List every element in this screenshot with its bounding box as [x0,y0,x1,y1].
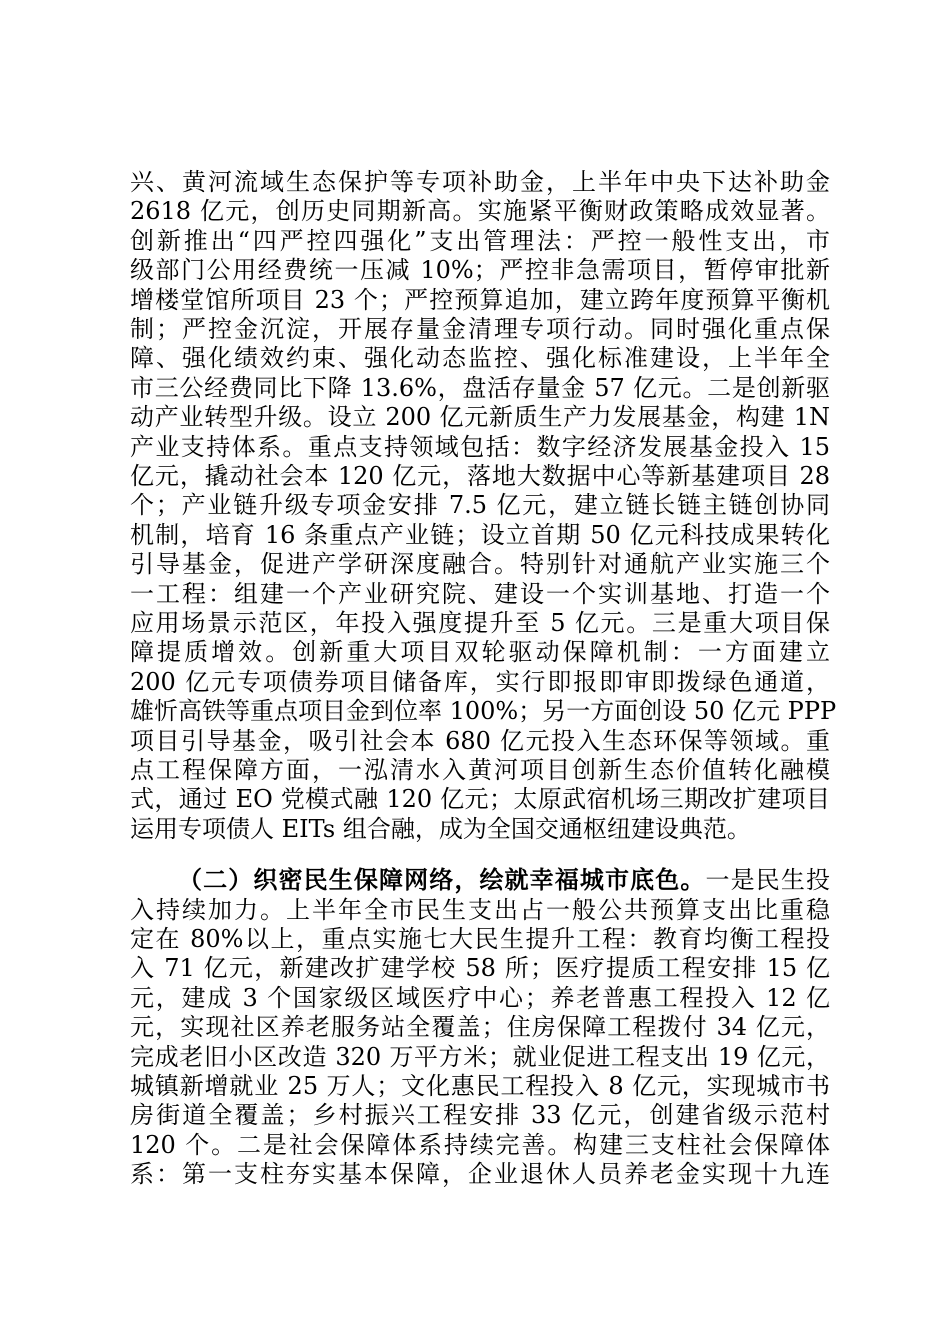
paragraph-2-line: 系：第一支柱夯实基本保障，企业退休人员养老金实现十九连 [130,1160,830,1189]
paragraph-2-line: 入 71 亿元，新建改扩建学校 58 所；医疗提质工程安排 15 亿 [130,954,830,983]
paragraph-1-line: 市三公经费同比下降 13.6%，盘活存量金 57 亿元。二是创新驱 [130,373,830,402]
paragraph-1-line: 增楼堂馆所项目 23 个；严控预算追加，建立跨年度预算平衡机 [130,285,830,314]
paragraph-1-line: 兴、黄河流域生态保护等专项补助金，上半年中央下达补助金 [130,168,830,196]
paragraph-1-line: 障、强化绩效约束、强化动态监控、强化标准建设，上半年全 [130,344,830,373]
paragraph-1-line: 项目引导基金，吸引社会本 680 亿元投入生态环保等领域。重 [130,726,830,755]
paragraph-2-line: 入持续加力。上半年全市民生支出占一般公共预算支出比重稳 [130,895,830,924]
paragraph-1-line: 运用专项债人 EITs 组合融，成为全国交通枢纽建设典范。 [130,814,751,843]
paragraph-1-line: 应用场景示范区，年投入强度提升至 5 亿元。三是重大项目保 [130,609,830,637]
paragraph-1-line: 引导基金，促进产学研深度融合。特别针对通航产业实施三个 [130,550,830,579]
paragraph-1-line: 200 亿元专项债券项目储备库，实行即报即审即拨绿色通道， [130,667,830,696]
paragraph-1-line: 创新推出“四严控四强化”支出管理法：严控一般性支出，市 [130,226,830,255]
paragraph-1-line: 产业支持体系。重点支持领域包括：数字经济发展基金投入 15 [130,432,830,461]
section-heading: （二）织密民生保障网络，绘就幸福城市底色。 [178,866,706,895]
paragraph-1-line: 雄忻高铁等重点项目金到位率 100%；另一方面创设 50 亿元 PPP [130,697,837,726]
heading-line-rest: 一是民生投 [705,866,831,895]
paragraph-1-line: 级部门公用经费统一压减 10%；严控非急需项目，暂停审批新 [130,256,830,285]
paragraph-1-line: 一工程：组建一个产业研究院、建设一个实训基地、打造一个 [130,579,830,608]
paragraph-2-line: 完成老旧小区改造 320 万平方米；就业促进工程支出 19 亿元， [130,1042,830,1071]
paragraph-1-line: 制；严控金沉淀，开展存量金清理专项行动。同时强化重点保 [130,315,830,343]
paragraph-1-line: 障提质增效。创新重大项目双轮驱动保障机制：一方面建立 [130,638,830,667]
paragraph-1-line: 机制，培育 16 条重点产业链；设立首期 50 亿元科技成果转化 [130,520,830,549]
paragraph-2-line: 元，建成 3 个国家级区域医疗中心；养老普惠工程投入 12 亿 [130,983,830,1012]
paragraph-1-line: 个；产业链升级专项金安排 7.5 亿元，建立链长链主链创协同 [130,491,830,520]
paragraph-1-line: 亿元，撬动社会本 120 亿元，落地大数据中心等新基建项目 28 [130,462,830,490]
paragraph-2-line: 城镇新增就业 25 万人；文化惠民工程投入 8 亿元，实现城市书 [130,1072,830,1100]
paragraph-1-line: 点工程保障方面，一泓清水入黄河项目创新生态价值转化融模 [130,756,830,784]
paragraph-1-line: 式，通过 EO 党模式融 120 亿元；太原武宿机场三期改扩建项目 [130,785,830,814]
paragraph-2-first-line [178,866,830,895]
paragraph-1-line: 2618 亿元，创历史同期新高。实施紧平衡财政策略成效显著。 [130,197,830,226]
paragraph-2-line: 120 个。二是社会保障体系持续完善。构建三支柱社会保障体 [130,1130,830,1159]
paragraph-1-line: 动产业转型升级。设立 200 亿元新质生产力发展基金，构建 1N [130,403,830,432]
paragraph-2-line: 定在 80%以上，重点实施七大民生提升工程：教育均衡工程投 [130,925,830,953]
paragraph-2-line: 元，实现社区养老服务站全覆盖；住房保障工程拨付 34 亿元， [130,1013,830,1042]
paragraph-2-line: 房街道全覆盖；乡村振兴工程安排 33 亿元，创建省级示范村 [130,1101,830,1130]
